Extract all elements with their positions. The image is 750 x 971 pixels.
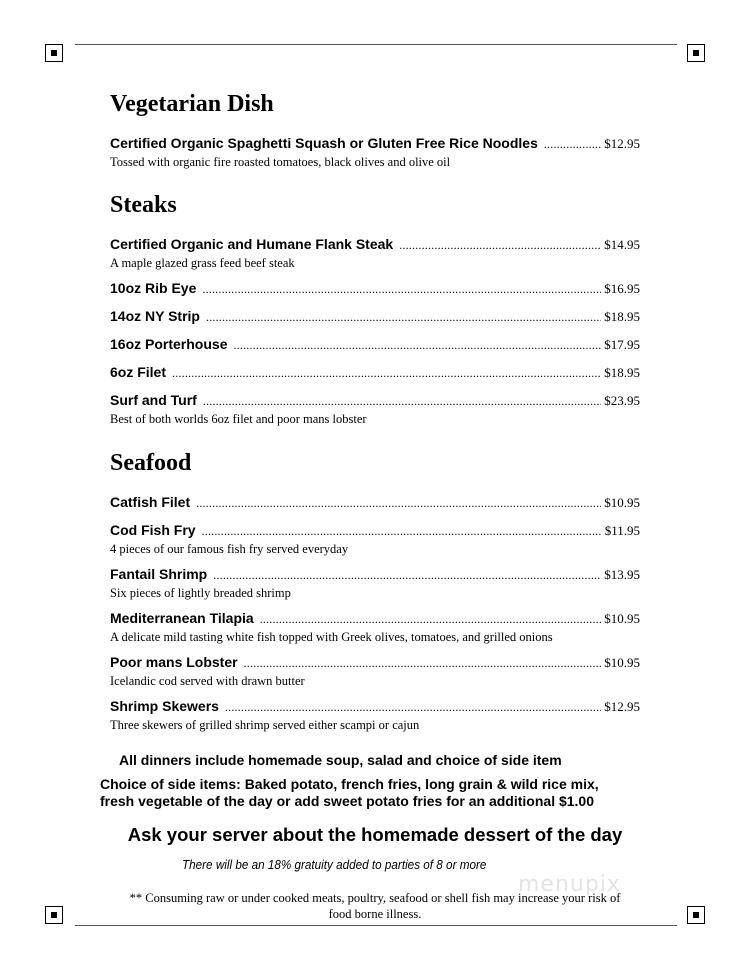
item-name: Catfish Filet xyxy=(110,494,191,510)
item-description: A delicate mild tasting white fish topped with Greek olives, tomatoes, and grilled onions xyxy=(110,630,553,644)
menu-item-cod-fish-fry xyxy=(110,522,640,557)
item-price: $13.95 xyxy=(604,567,640,582)
item-description: Best of both worlds 6oz filet and poor mans lobster xyxy=(110,412,367,426)
consuming-warning xyxy=(100,890,650,922)
item-price: $11.95 xyxy=(604,523,640,538)
item-name: Poor mans Lobster xyxy=(110,654,238,670)
side-items-line-2: fresh vegetable of the day or add sweet potato fries for an additional $1.00 xyxy=(100,793,595,809)
section-title-vegetarian: Vegetarian Dish xyxy=(110,91,274,117)
top-border-line xyxy=(75,44,677,45)
menu-item-spaghetti-squash xyxy=(110,135,640,170)
dot-leader xyxy=(206,310,601,325)
corner-marker-bottom-left xyxy=(45,906,63,924)
item-price: $10.95 xyxy=(604,611,640,626)
item-price: $12.95 xyxy=(604,699,640,714)
section-title-seafood: Seafood xyxy=(110,450,192,476)
section-title-steaks: Steaks xyxy=(110,192,177,218)
item-name: 6oz Filet xyxy=(110,364,167,380)
dessert-note: Ask your server about the homemade dessert of the day xyxy=(127,824,623,845)
menu-item-mediterranean-tilapia xyxy=(110,610,640,645)
item-name: Fantail Shrimp xyxy=(110,566,208,582)
item-name: Certified Organic Spaghetti Squash or Gluten Free Rice Noodles xyxy=(110,135,538,151)
dot-leader xyxy=(399,238,601,253)
item-price: $18.95 xyxy=(604,309,640,324)
item-price: $23.95 xyxy=(604,393,640,408)
dinners-include-note: All dinners include homemade soup, salad and choice of side item xyxy=(119,752,562,768)
corner-marker-top-right xyxy=(687,44,705,62)
dot-leader xyxy=(233,338,601,353)
item-price: $10.95 xyxy=(604,655,640,670)
dot-leader xyxy=(196,496,601,511)
consuming-warning-line-2: food borne illness. xyxy=(328,907,422,921)
dot-leader xyxy=(202,282,601,297)
item-price: $14.95 xyxy=(604,237,640,252)
dot-leader xyxy=(544,137,601,152)
menu-item-flank-steak xyxy=(110,236,640,271)
dot-leader xyxy=(172,366,601,381)
item-name: Surf and Turf xyxy=(110,392,197,408)
item-description: Three skewers of grilled shrimp served either scampi or cajun xyxy=(110,718,420,732)
menu-item-porterhouse xyxy=(110,336,640,353)
menu-item-shrimp-skewers xyxy=(110,698,640,733)
item-name: Certified Organic and Humane Flank Steak xyxy=(110,236,394,252)
item-name: Shrimp Skewers xyxy=(110,698,219,714)
item-price: $16.95 xyxy=(604,281,640,296)
dot-leader xyxy=(213,568,601,583)
watermark: menupix xyxy=(518,872,621,897)
corner-marker-bottom-right xyxy=(687,906,705,924)
item-description: Tossed with organic fire roasted tomatoes, black olives and olive oil xyxy=(110,155,451,169)
menu-item-poor-mans-lobster xyxy=(110,654,640,689)
dot-leader xyxy=(202,524,602,539)
item-description: Six pieces of lightly breaded shrimp xyxy=(110,586,291,600)
item-name: 10oz Rib Eye xyxy=(110,280,197,296)
corner-marker-top-left xyxy=(45,44,63,62)
menu-item-surf-and-turf xyxy=(110,392,640,427)
side-items-line-1: Choice of side items: Baked potato, french fries, long grain & wild rice mix, xyxy=(100,776,599,792)
item-price: $17.95 xyxy=(604,337,640,352)
item-name: 16oz Porterhouse xyxy=(110,336,228,352)
menu-item-ny-strip xyxy=(110,308,640,325)
item-price: $18.95 xyxy=(604,365,640,380)
item-description: Icelandic cod served with drawn butter xyxy=(110,674,305,688)
item-name: Mediterranean Tilapia xyxy=(110,610,254,626)
dot-leader xyxy=(203,394,601,409)
item-name: Cod Fish Fry xyxy=(110,522,196,538)
dot-leader xyxy=(244,656,602,671)
dot-leader xyxy=(260,612,602,627)
dot-leader xyxy=(225,700,601,715)
item-price: $10.95 xyxy=(604,495,640,510)
item-name: 14oz NY Strip xyxy=(110,308,200,324)
menu-item-fantail-shrimp xyxy=(110,566,640,601)
item-description: 4 pieces of our famous fish fry served everyday xyxy=(110,542,349,556)
gratuity-note: There will be an 18% gratuity added to parties of 8 or more xyxy=(182,857,487,872)
item-description: A maple glazed grass feed beef steak xyxy=(110,256,295,270)
item-price: $12.95 xyxy=(604,136,640,151)
bottom-border-line xyxy=(75,925,677,926)
menu-item-filet xyxy=(110,364,640,381)
consuming-warning-line-1: ** Consuming raw or under cooked meats, poultry, seafood or shell fish may increase your risk of xyxy=(129,891,621,905)
menu-item-rib-eye xyxy=(110,280,640,297)
menu-item-catfish-filet xyxy=(110,494,640,511)
